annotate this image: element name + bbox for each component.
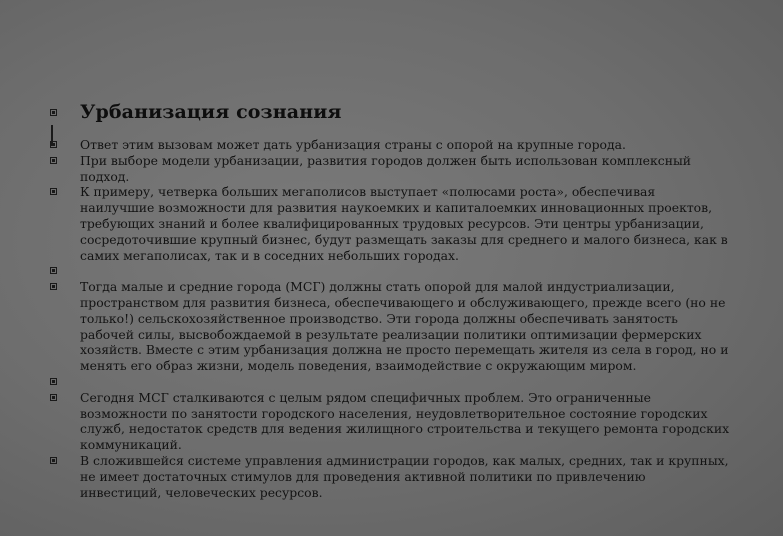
slide-title: Урбанизация сознания — [80, 101, 342, 123]
paragraph-text: Сегодня МСГ сталкиваются с целым рядом специфичных проблем. Это ограниченные возможности по занятости городского населения, неудовлетворительное состояние городских служб, недостаток средств для ведения жилищного строительства и текущего ремонта городских коммуникаций. — [80, 389, 730, 453]
list-item-empty — [50, 374, 740, 390]
square-bullet-icon — [50, 378, 57, 385]
paragraph-text: Ответ этим вызовам может дать урбанизация страны с опорой на крупные города. — [80, 137, 626, 152]
list-item — [50, 279, 740, 374]
list-item — [50, 137, 740, 153]
paragraph-text: При выборе модели урбанизации, развития городов должен быть использован комплексный подход. — [80, 152, 692, 184]
list-item — [50, 390, 740, 453]
list-item — [50, 153, 740, 185]
square-bullet-icon — [50, 283, 57, 290]
square-bullet-icon — [50, 141, 57, 148]
square-bullet-icon — [50, 394, 57, 401]
square-bullet-icon — [50, 188, 57, 195]
square-bullet-icon — [50, 457, 57, 464]
title-row — [50, 101, 342, 123]
square-bullet-icon — [50, 157, 57, 164]
square-bullet-icon — [50, 267, 57, 274]
paragraph-text: Тогда малые и средние города (МСГ) должны стать опорой для малой индустриализации, пространством для развития бизнеса, обеспечивающего и обслуживающего, прежде всего (но не только!) сельскохозяйственное производство. Эти города должны обеспечивать занятость рабочей силы, высвобождаемой в результате реализации политики оптимизации фермерских хозяйств. Вместе с этим урбанизация должна не просто перемещать жителя из села в город, но и менять его образ жизни, модель поведения, взаимодействие с окружающим миром. — [80, 279, 729, 374]
list-item — [50, 453, 740, 500]
bullet-list — [50, 137, 740, 500]
list-item — [50, 184, 740, 263]
list-item-empty — [50, 263, 740, 279]
paragraph-text: В сложившейся системе управления администрации городов, как малых, средних, так и крупных, не имеет достаточных стимулов для проведения активной политики по привлечению инвестиций, человеческих ресурсов. — [80, 452, 729, 500]
square-bullet-icon — [50, 109, 57, 116]
paragraph-text: К примеру, четверка больших мегаполисов выступает «полюсами роста», обеспечивая наилучшие возможности для развития наукоемких и капиталоемких инновационных проектов, требующих знаний и более квалифицированных трудовых ресурсов. Эти центры урбанизации, сосредоточившие крупный бизнес, будут размещать заказы для среднего и малого бизнеса, как в самих мегаполисах, так и в соседних небольших городах. — [80, 184, 728, 263]
